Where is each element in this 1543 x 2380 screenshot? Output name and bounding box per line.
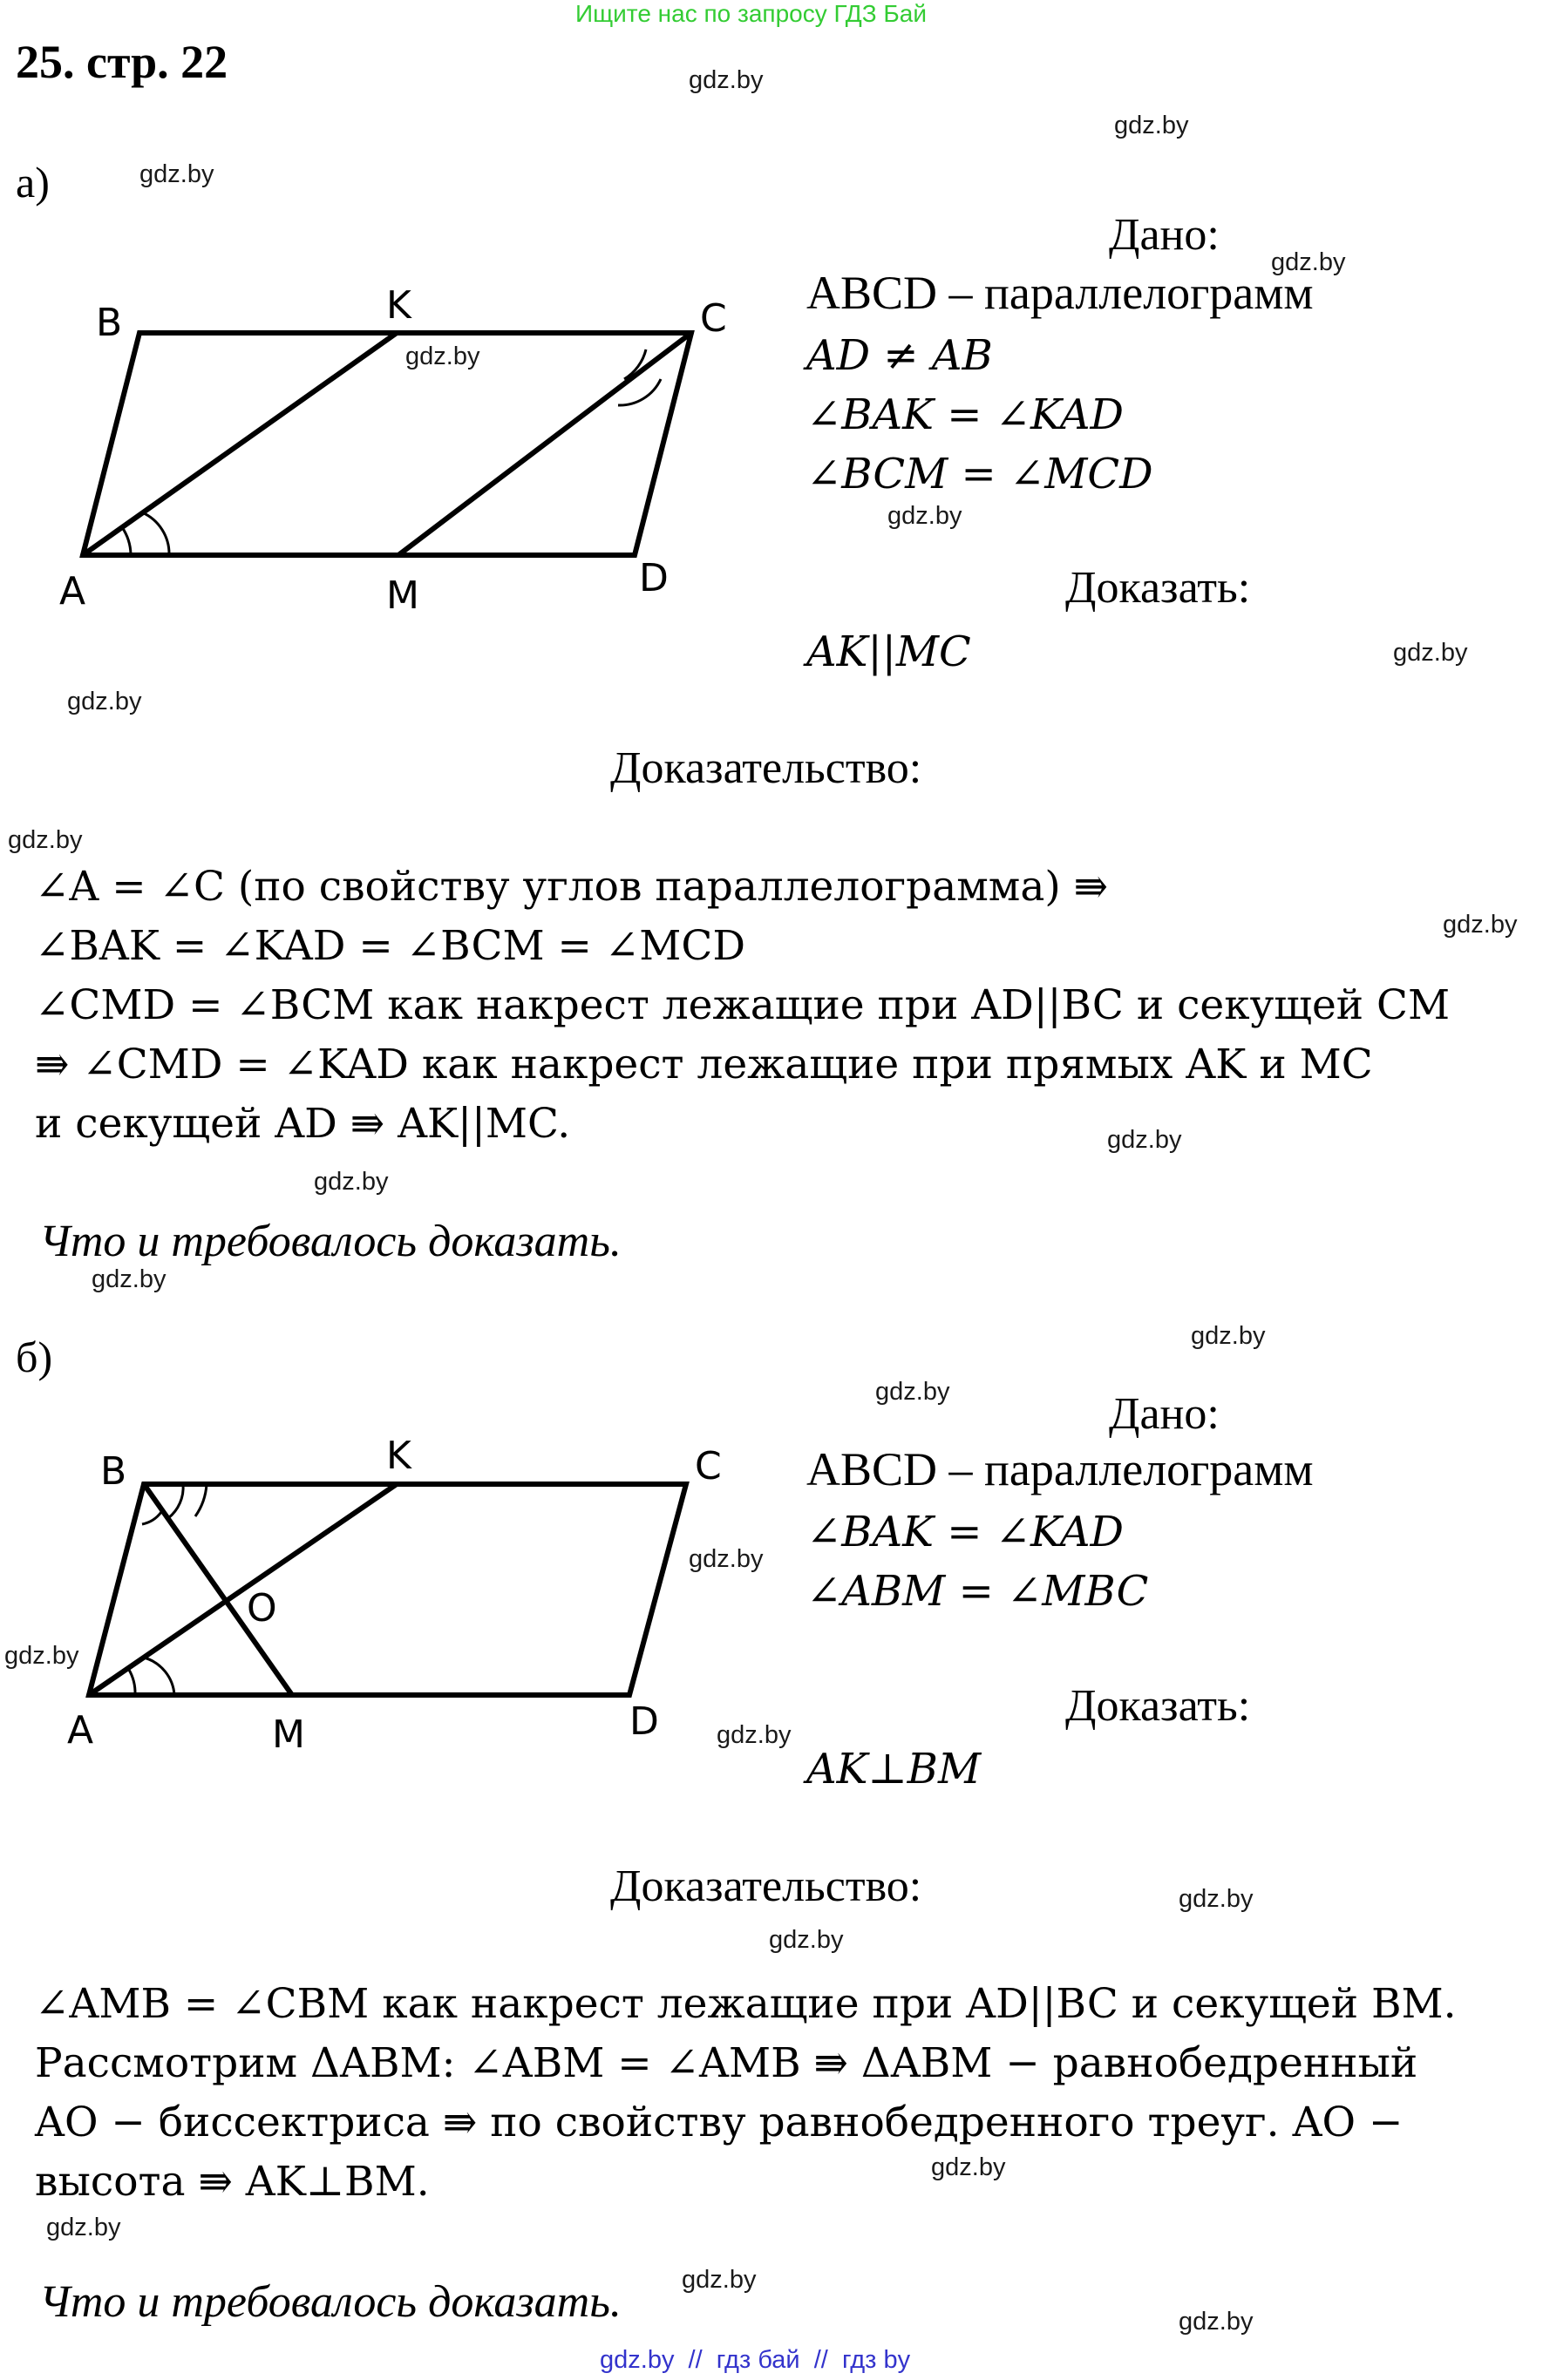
given-line-a-2: AD ≠ AB <box>806 331 993 380</box>
watermark: gdz.by <box>67 688 142 715</box>
proof-line-a-2: ∠BAK = ∠KAD = ∠BCM = ∠MCD <box>35 922 745 970</box>
watermark: gdz.by <box>405 342 480 370</box>
vertex-label-a: A <box>59 569 86 614</box>
prove-statement-a: AK||MC <box>806 627 971 676</box>
vertex-label-k: K <box>386 1434 411 1478</box>
watermark: gdz.by <box>931 2153 1006 2181</box>
watermark: gdz.by <box>1393 639 1468 667</box>
watermark: gdz.by <box>689 66 764 94</box>
proof-line-a-1: ∠A = ∠C (по свойству углов параллелограмма) ⇛ <box>35 863 1109 911</box>
vertex-label-b: B <box>100 1449 127 1494</box>
prove-heading-a: Доказать: <box>1065 563 1251 613</box>
vertex-label-a: A <box>67 1708 94 1753</box>
page-title: 25. стр. 22 <box>16 36 228 88</box>
conclusion-a: Что и требовалось доказать. <box>39 1217 622 1266</box>
vertex-label-k: K <box>386 283 411 328</box>
given-heading-b: Дано: <box>1109 1389 1220 1439</box>
prove-statement-b: AK⊥BM <box>806 1745 982 1793</box>
given-line-b-1: ABCD – параллелограмм <box>806 1443 1314 1495</box>
conclusion-b: Что и требовалось доказать. <box>39 2277 622 2327</box>
given-line-a-4: ∠BCM = ∠MCD <box>806 450 1153 498</box>
watermark: gdz.by <box>92 1265 167 1293</box>
watermark: gdz.by <box>1179 1885 1254 1913</box>
given-line-a-3: ∠BAK = ∠KAD <box>806 390 1125 439</box>
proof-heading-a: Доказательство: <box>610 743 922 793</box>
watermark: gdz.by <box>689 1545 764 1573</box>
watermark: gdz.by <box>717 1721 792 1749</box>
watermark: gdz.by <box>314 1168 389 1196</box>
watermark: gdz.by <box>139 160 214 188</box>
proof-line-b-3: AO − биссектриса ⇛ по свойству равнобедренного треуг. AO − <box>35 2099 1404 2146</box>
prove-heading-b: Доказать: <box>1065 1681 1251 1731</box>
watermark: gdz.by <box>887 502 962 530</box>
vertex-label-d: D <box>639 556 669 600</box>
watermark: gdz.by <box>1191 1322 1266 1350</box>
vertex-label-o: O <box>247 1586 277 1631</box>
vertex-label-m: M <box>272 1712 305 1757</box>
watermark: gdz.by <box>1107 1126 1182 1154</box>
watermark: gdz.by <box>1114 112 1189 139</box>
watermark: gdz.by <box>8 826 83 854</box>
search-banner[interactable]: Ищите нас по запросу ГДЗ Бай <box>575 0 928 27</box>
part-b-label: б) <box>16 1332 53 1381</box>
proof-heading-b: Доказательство: <box>610 1861 922 1911</box>
vertex-label-d: D <box>629 1699 659 1744</box>
proof-line-b-2: Рассмотрим ΔABM: ∠ABM = ∠AMB ⇛ ΔABM − равнобедренный <box>35 2039 1418 2087</box>
vertex-label-b: B <box>96 301 123 345</box>
proof-line-a-3: ∠CMD = ∠BCM как накрест лежащие при AD||BC и секущей CM <box>35 981 1451 1029</box>
watermark: gdz.by <box>1179 2308 1254 2336</box>
part-a-label: а) <box>16 158 50 207</box>
watermark: gdz.by <box>875 1378 950 1406</box>
proof-line-b-4: высота ⇛ AK⊥BM. <box>35 2158 430 2206</box>
vertex-label-c: C <box>700 296 727 341</box>
watermark: gdz.by <box>1443 911 1518 939</box>
watermark: gdz.by <box>4 1642 79 1670</box>
watermark: gdz.by <box>46 2214 121 2241</box>
vertex-label-m: M <box>386 573 419 618</box>
watermark: gdz.by <box>1271 248 1346 276</box>
given-line-a-1: ABCD – параллелограмм <box>806 267 1314 319</box>
watermark: gdz.by <box>769 1926 844 1954</box>
vertex-label-c: C <box>695 1444 722 1488</box>
proof-line-b-1: ∠AMB = ∠CBM как накрест лежащие при AD||BC и секущей BM. <box>35 1980 1457 2028</box>
proof-line-a-5: и секущей AD ⇛ AK||MC. <box>35 1100 571 1148</box>
given-line-b-2: ∠BAK = ∠KAD <box>806 1508 1125 1556</box>
footer-links[interactable]: gdz.by // гдз бай // гдз by <box>600 2346 911 2374</box>
watermark: gdz.by <box>682 2266 757 2294</box>
proof-line-a-4: ⇛ ∠CMD = ∠KAD как накрест лежащие при прямых AK и MC <box>35 1041 1373 1088</box>
given-line-b-3: ∠ABM = ∠MBC <box>806 1567 1149 1616</box>
given-heading-a: Дано: <box>1109 210 1220 260</box>
